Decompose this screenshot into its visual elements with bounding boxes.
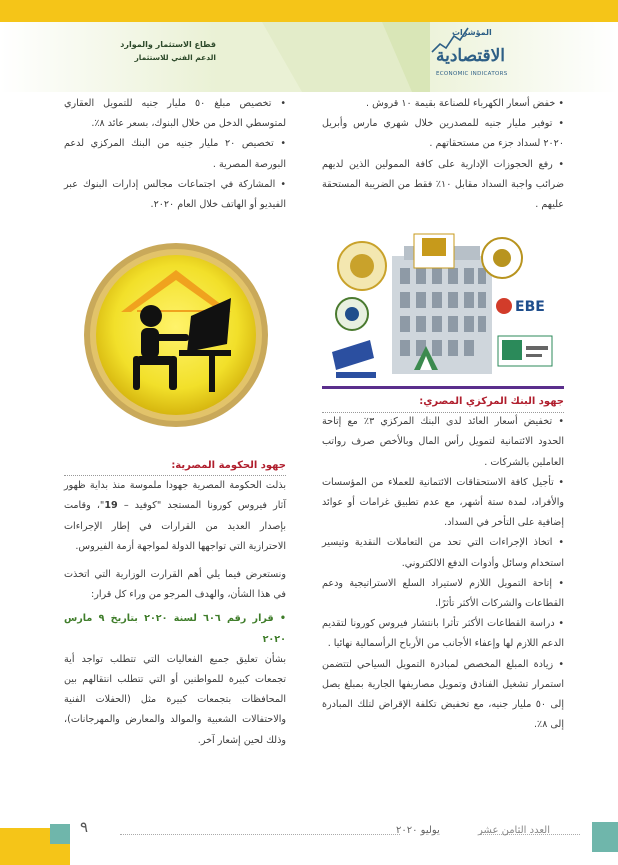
remote-work-illustration xyxy=(81,240,271,430)
intro-text-part-2: "، وقامت بإصدار العديد من القرارات في إطار الإجراءات الاحترازية التي تواجهها الدولة لمواجهة أزمة الفيروس. xyxy=(64,500,286,552)
government-section xyxy=(64,456,286,751)
government-intro-paragraph xyxy=(64,476,286,557)
image-divider xyxy=(322,386,564,389)
footer-accent-right xyxy=(592,822,618,852)
bullet-cash-transactions: • اتخاذ الإجراءات التي تحد من التعاملات النقدية وتيسير استخدام وسائل وأدوات الدفع الالكتروني. xyxy=(322,537,564,569)
economic-indicators-logo xyxy=(430,26,520,86)
bullet-electricity: • خفض أسعار الكهرباء للصناعة بقيمة ١٠ قروش . xyxy=(366,98,564,109)
government-title: جهود الحكومة المصرية: xyxy=(171,460,286,471)
issue-date: يوليو ٢٠٢٠ xyxy=(396,825,440,836)
logo-small-text: المؤشرات xyxy=(452,28,492,37)
page-header xyxy=(0,22,618,92)
logo-subtitle: ECONOMIC INDICATORS xyxy=(436,71,508,77)
footer-dotted-line xyxy=(120,834,400,835)
decisions-intro-paragraph: ونستعرض فيما يلي أهم القرارت الوزارية التي اتخذت في هذا الشأن، والهدف المرجو من وراء كل قرار: xyxy=(64,569,286,601)
bullet-strategic-imports: • إتاحة التمويل اللازم لاستيراد السلع الاستراتيجية ودعم القطاعات والشركات الأكثر تأثرًا. xyxy=(322,577,564,610)
covid-number: 19 xyxy=(104,500,118,512)
page-footer xyxy=(0,814,618,865)
bank-logos-collage xyxy=(322,228,564,388)
title-underline-right xyxy=(322,412,564,414)
top-accent-bar xyxy=(0,0,618,22)
page-number: ٩ xyxy=(80,818,89,836)
decision-606-title: • قرار رقم ٦٠٦ لسنة ٢٠٢٠ بتاريخ ٩ مارس ٢٠٢٠ xyxy=(64,613,286,645)
bank-logo-ebe xyxy=(492,290,560,322)
bank-logo-7 xyxy=(498,336,552,366)
bullet-board-meetings: • المشاركة في اجتماعات مجالس إدارات البنوك عبر الفيديو أو الهاتف خلال العام ٢٠٢٠. xyxy=(64,178,286,211)
intro-text-part-1: بذلت الحكومة المصرية جهودا ملموسة منذ بداية ظهور آثار فيروس كورونا المستجد "كوفيد – xyxy=(64,480,286,512)
decision-606-body: بشأن تعليق جميع الفعاليات التي تتطلب تواجد أية تجمعات كبيرة للمواطنين أو التي تتطلب انتقالهم بين المحافظات بتجمعات كبيرة مثل (الحفلات الفنية والاحتفالات الشعبية والموالد والمعارض والمهرجانات)، وذلك لحين إشعار آخر. xyxy=(64,653,286,746)
issue-number: العدد الثامن عشر xyxy=(478,825,550,836)
department-line-2: الدعم الفني للاستثمار xyxy=(134,53,216,62)
department-label xyxy=(96,38,216,64)
bullet-interest-rate: • تخفيض أسعار العائد لدى البنك المركزي ٣٪ مع إتاحة الحدود الائتمانية لتمويل رأس المال وبالأخص صرف رواتب العاملين بالشركات . xyxy=(322,416,564,468)
svg-text:EBE: EBE xyxy=(515,299,545,315)
bullet-exporters: • توفير مليار جنيه للمصدرين خلال شهري مارس وأبريل ٢٠٢٠ لسداد جزء من مستحقاتهم . xyxy=(322,118,564,150)
bullet-postpone-dues: • تأجيل كافة الاستحقاقات الائتمانية للعملاء من المؤسسات والأفراد، لمدة ستة أشهر، مع عدم تطبيق غرامات أو عوائد إضافية على التأخر في السداد. xyxy=(322,476,564,529)
footer-accent-left xyxy=(50,824,70,844)
bullet-affected-sectors: • دراسة القطاعات الأكثر تأثرا بانتشار فيروس كورونا لتقديم الدعم اللازم لها وإعفاء الأجانب من الأرباح الرأسمالية نهائيا . xyxy=(322,618,564,650)
bullet-mortgage-finance: • تخصيص مبلغ ٥٠ مليار جنيه للتمويل العقاري لمتوسطي الدخل من خلال البنوك، بسعر عائد ٨٪. xyxy=(64,98,286,130)
right-column xyxy=(322,94,564,215)
department-line-1: قطاع الاستثمار والموارد xyxy=(120,40,216,49)
central-bank-section xyxy=(322,392,564,735)
footer-white-panel xyxy=(70,814,618,865)
logo-main-text: الاقتصادية xyxy=(436,46,506,66)
bullet-tax-seizures: • رفع الحجوزات الإدارية على كافة الممولين الذين لديهم ضرائب واجبة السداد مقابل ١٠٪ فقط من الضريبة المستحقة عليهم . xyxy=(322,158,564,211)
header-wedge-shape xyxy=(262,22,430,92)
left-column xyxy=(64,94,286,215)
central-bank-title: جهود البنك المركزي المصري: xyxy=(419,396,564,407)
bullet-stock-exchange: • تخصيص ٢٠ مليار جنيه من البنك المركزي لدعم البورصة المصرية . xyxy=(64,138,286,170)
title-underline-left xyxy=(64,475,286,477)
bullet-tourism-finance: • زيادة المبلغ المخصص لمبادرة التمويل السياحي لتتضمن استمرار تشغيل الفنادق وتمويل مصاريفها الجارية بمبلغ يصل إلى ٥٠ مليار جنيه، مع تخفيض تكلفة الإقراض لتلك المبادرة إلى ٨٪. xyxy=(322,658,564,731)
